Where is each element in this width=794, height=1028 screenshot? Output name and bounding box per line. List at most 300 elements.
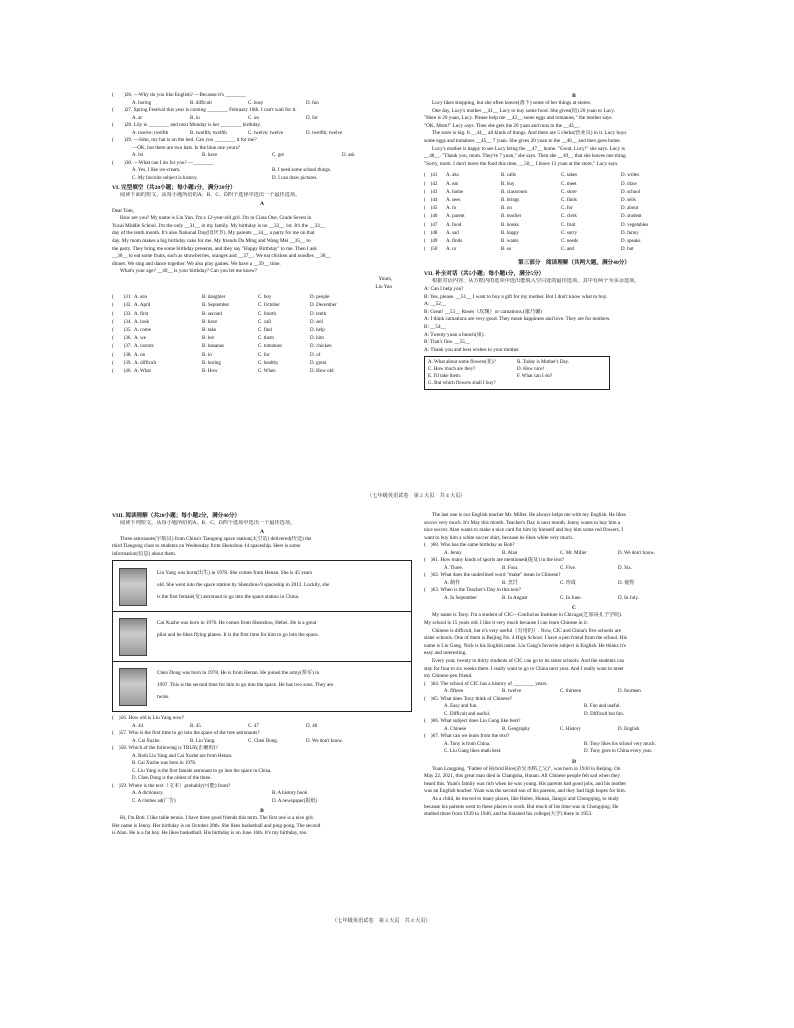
- question-60-option: D. We don't know.: [618, 550, 655, 556]
- cloze-row: [112, 335, 412, 343]
- passage-c-line: My name is Tony. I'm a student of CIC—Confucius Institute in Chicago(芝加哥孔子学院).: [432, 612, 623, 619]
- question-63-option: A. In September: [444, 595, 477, 601]
- question-30-options-item: B. I need some school things.: [272, 168, 332, 174]
- cloze-row: [112, 352, 412, 360]
- cloze-cell: D. help: [310, 327, 325, 333]
- question-61-option: A. Three.: [444, 565, 463, 571]
- cloze-cell: ( )42: [424, 181, 438, 187]
- cloze-cell: D. chicken: [310, 344, 332, 350]
- astronaut-line: old. She went into the space station by Shenzhou-9 spaceship in 2012. Luckily, she: [157, 582, 330, 589]
- passage-d-line: heard this. Yuan's family was rich when he was young. His parents had good jobs, and his mother: [424, 780, 627, 787]
- question-29-options-item: D. ask: [342, 153, 355, 159]
- letter-line: Yucai Middle School. I'm the only __31__ in my family. My birthday is on __32__ 1st. It's the __33__: [112, 222, 325, 229]
- box-option: G. But which flowers shall I buy?: [428, 381, 496, 387]
- astronaut-line: is the first female(女) astronaut to go into the space station in China.: [157, 594, 300, 601]
- question-63-option: C. In June.: [560, 595, 582, 601]
- question-61-options: [424, 565, 724, 572]
- passage-c-line: Chinese is difficult, but it's very useful（有用的）. Now, CIC and China's five schools are: [432, 627, 622, 634]
- options-box: [424, 356, 610, 390]
- cloze-cell: A. difficult: [134, 360, 157, 366]
- passage-c-title: C: [571, 605, 577, 612]
- astronaut-table: [112, 560, 412, 712]
- passage-d-title: D: [571, 758, 577, 765]
- cloze-row: [424, 172, 724, 180]
- passage-c-line: Every year, twenty to thirty students of CIC can go to its sister schools. And the students can: [432, 657, 625, 664]
- cloze-cell: A. eat: [446, 181, 458, 187]
- cloze-cell: D. How old: [310, 368, 334, 374]
- cloze-row: [112, 311, 412, 319]
- cloze-cell: A. on: [134, 352, 146, 358]
- cloze-cell: D. but: [621, 247, 634, 253]
- passage-b-line: "Sorry, mom. I don't leave the food this time, __50__ I leave 13 yuan at the store," Lucy says.: [424, 160, 619, 167]
- passage-b-line: One day, Lucy's mother __41__ Lucy to buy some food. She gives(给) 20 yuan to Lucy.: [432, 107, 615, 114]
- cloze-cell: A. aks: [446, 173, 459, 179]
- cloze-cell: D. people: [310, 295, 330, 301]
- cloze-cell: A. carrots: [134, 344, 154, 350]
- passage-b-line: Hi, I'm Bob. I like table tennis. I have three good friends this term. The first one is a nice girl.: [120, 815, 315, 821]
- question-30-options-item: A. Yes, I like ice-cream.: [132, 168, 181, 174]
- cloze-cell: ( )38.: [112, 352, 132, 358]
- cloze-cell: B. in: [202, 352, 212, 358]
- cloze-cell: ( )41: [424, 173, 438, 179]
- passage-b-title: B: [260, 808, 264, 814]
- astronaut-line: Liu Yang was born(出生) in 1978. She comes from Henan. She is 45 years: [157, 570, 313, 577]
- cloze-cell: B. daughter: [202, 295, 226, 301]
- cloze-cell: C. takes: [561, 173, 578, 179]
- question-56-option: D. 48: [306, 723, 318, 729]
- passage-d-line: was an English teacher. Yuan was the second son of his parents, and they had high hopes for him.: [424, 788, 626, 795]
- cloze-cell: C. store: [561, 189, 577, 195]
- astronaut-row: [113, 561, 411, 612]
- question-61-option: C. Five.: [560, 565, 576, 571]
- cloze-cell: C. needs: [561, 238, 579, 244]
- question-59-options-item: B. A history book: [272, 791, 308, 797]
- cloze-cell: ( )46: [424, 214, 438, 220]
- question-28-option: C. twelve; twelve: [248, 130, 284, 136]
- question-63-option: D. In July.: [618, 595, 639, 601]
- cloze-cell: C. fourth: [258, 311, 277, 317]
- letter-line: day of the tenth month. It's also National Day(国庆节). My parents __34__ a party for me on that: [112, 230, 315, 237]
- question-27-options: [112, 115, 412, 122]
- passage-b-line: The last one is our English teacher Mr. Miller. He always helps me with my English. He likes: [432, 512, 626, 518]
- question-56-stem: ( )56. How old is Liu Yang now?: [112, 715, 185, 722]
- passage-c-line: name is Liu Gang. Nick is his English name. Liu Gang's favorite subject is English. He thinks it's: [424, 642, 626, 649]
- dialog-line: A: Can I help you?: [424, 285, 464, 292]
- astronaut-photo: [119, 668, 147, 706]
- cloze-cell: C. for: [258, 352, 270, 358]
- question-60-options: [424, 550, 724, 557]
- question-65-options-item: C. Difficult and useful.: [444, 711, 491, 717]
- cloze-cell: ( )48: [424, 230, 438, 236]
- exam-page-2: [112, 92, 737, 502]
- passage-c-line: sister schools. One of them is Beijing No. 4 High School. I have a pen friend from the school. His: [424, 635, 627, 642]
- cloze-row: [424, 189, 724, 197]
- letter-sign-yours: Yours,: [378, 275, 392, 282]
- question-67-options-item: A. Tony is from China.: [444, 741, 491, 747]
- question-57-option: C. Chen Dong.: [248, 738, 278, 744]
- cloze-cell: C. meet: [561, 181, 577, 187]
- letter-line: How are you? My name is Liu Yun. I'm a 12-year-old girl. I'm in Class One, Grade Seven in: [120, 215, 312, 222]
- cloze-cell: B. bananas: [202, 344, 224, 350]
- cloze-cell: D. funny: [621, 230, 639, 236]
- passage-b-line: __48__. "Thank you, mom. They're 7 yuan," she says. Then she __49__ that she leaves one thing.: [424, 153, 627, 160]
- question-26-option: D. fun: [306, 100, 319, 106]
- astronaut-photo: [119, 618, 147, 656]
- astronaut-row: [113, 661, 411, 711]
- question-57-option: D. We don't know.: [306, 738, 343, 744]
- cloze-cell: B. buy: [501, 181, 515, 187]
- passage-b-line: nice soccer. Alan wants to make a nice card for him by himself and buy him some red flowers. I: [424, 527, 623, 534]
- cloze-cell: A. food: [446, 222, 462, 228]
- passage-b-line: "OK, Mom!" Lucy says. Then she gets the 20 yuan and runs to the __43__.: [424, 122, 581, 129]
- cloze-row: [424, 222, 724, 230]
- dialog-line: A: __52__: [424, 301, 447, 308]
- cloze-cell: D. of: [310, 352, 321, 358]
- box-option: [517, 380, 606, 387]
- cloze-cell: ( )50: [424, 247, 438, 253]
- cloze-options-41-50: [424, 172, 724, 254]
- question-64-option: C. thirteen: [560, 689, 582, 695]
- question-30-options-item: C. My favorite subject is history.: [132, 175, 198, 181]
- cloze-cell: D. him: [310, 336, 324, 342]
- astronaut-line: Cai Xuzhe was born in 1976. He comes from Shenzhou, Hebei. He is a great: [157, 620, 317, 627]
- question-67-options-item: B. Tony likes his school very much.: [584, 741, 656, 747]
- cloze-row: [424, 238, 724, 246]
- question-64-option: D. fourteen: [618, 689, 641, 695]
- dialog-line: B: That's fine. __55__: [424, 339, 471, 346]
- question-28-option: A. twelve; twelfth: [132, 130, 169, 136]
- question-66-option: D. English: [618, 726, 640, 732]
- question-60-option: B. Alan: [502, 550, 518, 556]
- section-6-instructions: 阅读下面的短文，从每小题所给的A、B、C、D四个选择中选出一个最佳选项。: [120, 192, 301, 198]
- cloze-cell: D. great: [310, 360, 327, 366]
- cloze-row: [424, 181, 724, 189]
- question-62-option: B. 烹饪: [502, 580, 518, 586]
- question-30-options: [112, 167, 412, 182]
- cloze-cell: ( )47: [424, 222, 438, 228]
- question-28-option: D. twelfth; twelve: [306, 130, 343, 136]
- passage-b-line: Her name is Jenny. Her birthday is on October 28th. She likes basketball and ping-pong. The second: [112, 822, 321, 829]
- question-57-option: B. Liu Yang.: [190, 738, 216, 744]
- question-27-option: A. at: [132, 115, 142, 121]
- astronaut-row: [113, 611, 411, 662]
- question-65-options-item: D. Difficult but fun.: [584, 711, 625, 717]
- question-27-option: C. on: [248, 115, 259, 121]
- passage-b-line: soccer very much. It's May this month. Teacher's Day is next month. Jenny wants to buy him a: [424, 519, 621, 526]
- cloze-cell: A. first: [134, 311, 149, 317]
- cloze-cell: A. parent: [446, 214, 465, 220]
- cloze-cell: A. in: [446, 206, 456, 212]
- cloze-cell: A. finds: [446, 238, 463, 244]
- question-58-options-item: A. Both Liu Yang and Cai Xuzhe are from Henan.: [132, 753, 233, 759]
- question-56-option: B. 45: [190, 723, 201, 729]
- passage-a-title: A: [259, 528, 265, 535]
- question-28-option: B. twelfth; twelfth: [190, 130, 227, 136]
- box-option: C. How much are they?: [428, 367, 476, 373]
- question-28-options: [112, 130, 412, 137]
- intro-line: third Tiangong class to students on Wednesday from Shenzhou-14 spaceship. Here is some: [112, 543, 301, 550]
- cloze-cell: C. clerk: [561, 214, 577, 220]
- cloze-cell: ( )32.: [112, 303, 132, 309]
- cloze-cell: D. writes: [621, 173, 640, 179]
- cloze-cell: C. sorry: [561, 230, 578, 236]
- letter-line: day. My mom makes a big birthday cake for me. My friends Da Ming and Wang Mei __35__ to: [112, 237, 311, 244]
- question-58-options: [112, 753, 412, 783]
- cloze-cell: C. and: [561, 247, 575, 253]
- question-67-options-item: C. Liu Gang likes math best.: [444, 749, 502, 755]
- question-61-option: B. Four.: [502, 565, 519, 571]
- cloze-row: [424, 230, 724, 238]
- cloze-cell: ( )40.: [112, 368, 132, 374]
- astronaut-photo: [119, 568, 147, 606]
- cloze-cell: B. teacher: [501, 214, 522, 220]
- passage-b-line: want to buy him a white soccer shirt, because he likes white very much.: [424, 534, 574, 541]
- question-63-options: [424, 595, 724, 602]
- cloze-cell: B. happy: [501, 230, 520, 236]
- question-27-option: B. in: [190, 115, 200, 121]
- question-67-options-item: D. Tony goes to China every year.: [584, 749, 653, 755]
- cloze-cell: C. When: [258, 368, 276, 374]
- question-60-option: A. Jenny: [444, 550, 462, 556]
- question-65-options-item: B. Fun and useful.: [584, 704, 621, 710]
- question-29-reply: —OK, but there are two hats. Is the blue one yours?: [132, 144, 241, 151]
- options-box-grid: [428, 359, 606, 387]
- question-66-options: [424, 726, 724, 733]
- cloze-cell: C. boy: [258, 295, 272, 301]
- cloze-cell: A. son: [134, 295, 148, 301]
- cloze-cell: D. tenth: [310, 311, 327, 317]
- section-8-instructions: 阅读下列短文，从每小题所给的A、B、C、D四个选项中选出一个最佳选项。: [120, 520, 296, 526]
- cloze-cell: B. take: [202, 327, 217, 333]
- question-59-options: [112, 790, 412, 805]
- letter-line: Dear Tom,: [112, 207, 135, 214]
- question-56-option: A. 44: [132, 723, 144, 729]
- question-60-option: C. Mr. Miller: [560, 550, 587, 556]
- cloze-cell: D. vegetables: [621, 222, 649, 228]
- cloze-cell: ( )31.: [112, 295, 132, 301]
- cloze-cell: C. them: [258, 336, 274, 342]
- passage-b-line: "Here is 20 yuan, Lucy. Please help me __42__ some eggs and tomatoes," the mother says.: [424, 115, 613, 122]
- question-56-options: [112, 723, 412, 730]
- cloze-cell: ( )45: [424, 206, 438, 212]
- astronaut-text: [157, 617, 407, 641]
- question-64-option: B. twelve: [502, 689, 522, 695]
- question-63-stem: ( )63. When is the Teacher's Day in this text?: [424, 587, 522, 594]
- question-57-options: [112, 738, 412, 745]
- question-62-option: A. 制作: [444, 580, 461, 586]
- passage-b-line: some eggs and tomatoes __45__ 7 yuan. She gives 20 yuan to the __46__ and then goes home.: [424, 137, 621, 144]
- cloze-cell: A. What: [134, 368, 151, 374]
- question-67-options: [424, 741, 724, 756]
- question-66-option: C. History: [560, 726, 581, 732]
- dialog-line: A: I think carnations are very good. They mean happiness and love. They are for mothers.: [424, 316, 611, 323]
- question-26-option: B. difficult: [190, 100, 212, 106]
- passage-b-line: Lucy's mother is happy to see Lucy bring the __47__ home. "Great, Lucy!" she says. Lucy is: [432, 145, 625, 152]
- passage-d-line: because his parents went to these places to work. But much of his time was in Chongqing. He: [424, 803, 619, 810]
- passage-b-title: B: [572, 93, 576, 99]
- question-29-options-item: B. have: [202, 153, 218, 159]
- question-58-options-item: C. Liu Yang is the first famale astronaut to go into the space in China.: [132, 768, 272, 774]
- cloze-cell: ( )34.: [112, 319, 132, 325]
- astronaut-line: 1997. This is the second time for him to go into the space. He has two sons. They are: [157, 682, 334, 689]
- exam-page-3: [112, 512, 737, 927]
- question-62-option: C. 形成: [560, 580, 576, 586]
- page2-left-column: [112, 92, 412, 376]
- cloze-cell: D. student: [621, 214, 642, 220]
- question-29-options: [112, 152, 412, 159]
- question-62-stem: ( )62. What does the underlined word "make" mean in Chinese?: [424, 572, 561, 579]
- cloze-cell: B. September: [202, 303, 230, 309]
- cloze-cell: ( )43: [424, 189, 438, 195]
- cloze-cell: D. school: [621, 189, 641, 195]
- page2-footer: （七年级英语试卷 第 2 大页 共 4 大页）: [367, 493, 466, 499]
- cloze-cell: D. about: [621, 206, 639, 212]
- question-59-options-item: D. A newspaper(报纸): [272, 798, 318, 804]
- letter-line: the party. They bring me some birthday presents, and they say "Happy Birthday" to me. Then I ask: [112, 245, 317, 252]
- cloze-cell: B. How: [202, 368, 218, 374]
- letter-line: dinner. We sing and dance together. We also play games. We have a __39__ time.: [112, 260, 281, 267]
- section-7-heading: VII. 补全对话（共5小题；每小题1分，满分5分）: [424, 271, 545, 278]
- cloze-row: [112, 302, 412, 310]
- cloze-row: [112, 368, 412, 376]
- question-27-stem: ( )27. Spring Festival this year is coming ________ February 10th. I can't wait for it.: [112, 107, 297, 113]
- cloze-cell: B. brings: [501, 197, 520, 203]
- question-56-option: C. 47: [248, 723, 259, 729]
- part-3-heading: 第三部分 阅读理解（共两大题，满分40分）: [518, 260, 630, 267]
- cloze-cell: B. second: [202, 311, 222, 317]
- question-65-stem: ( )65. What does Tony think of Chinese?: [424, 695, 513, 702]
- question-26-option: A. boring: [132, 100, 152, 106]
- question-62-options: [424, 580, 724, 587]
- cloze-cell: D. draw: [621, 181, 638, 187]
- question-28-stem: ( )28. Lily is ________ and next Monday is her ________ birthday.: [112, 122, 261, 128]
- cloze-cell: C. call: [258, 319, 272, 325]
- box-option: A. What about some flowers(花)?: [428, 360, 496, 366]
- cloze-cell: C. healthy: [258, 360, 279, 366]
- cloze-cell: B. boring: [202, 360, 221, 366]
- cloze-cell: B. calls: [501, 173, 516, 179]
- letter-line: __36__ to eat some fruits, such as strawberries, oranges and __37__. We eat chicken and noodles __38__: [112, 253, 331, 260]
- question-64-stem: ( )64. The school of CIC has a history of ________ years.: [424, 680, 548, 687]
- passage-c-line: My school is 15 years old. I like it very much because I can learn Chinese in it.: [424, 619, 589, 626]
- cloze-row: [112, 327, 412, 335]
- cloze-row: [112, 319, 412, 327]
- page2-right-column: [424, 92, 724, 390]
- passage-b-line: is Alan. He is a fat boy. He likes basketball. His birthday is on June 16th. It's my birthday, too.: [112, 830, 308, 837]
- passage-c-line: stay for four to six weeks there. I really want to go to China next year. And I really want to meet: [424, 665, 624, 672]
- question-63-option: B. In August: [502, 595, 528, 601]
- question-58-options-item: B. Cai Xuzhe was born in 1978.: [132, 761, 197, 767]
- question-59-options-item: A. A dictionary.: [132, 791, 164, 797]
- astronaut-line: twins.: [157, 694, 170, 701]
- cloze-row: [424, 205, 724, 213]
- passage-a-title: A: [259, 200, 265, 207]
- passage-c-line: easy and interesting.: [424, 650, 467, 657]
- intro-line: information(信息) about them.: [112, 550, 177, 557]
- cloze-row: [424, 197, 724, 205]
- cloze-cell: D. sell: [310, 319, 324, 325]
- dialog-line: B: __54__: [424, 323, 446, 330]
- dialog-line: A: Twenty yuan a bunch(束).: [424, 331, 485, 338]
- question-29-stem: ( )29. —John, my hat is on the bed. Can you ________ it for me?: [112, 137, 257, 143]
- question-58-stem: ( )58. Which of the following is TRUE(正确的)?: [112, 745, 218, 752]
- cloze-cell: A. home: [446, 189, 464, 195]
- cloze-cell: C. finds: [561, 197, 577, 203]
- cloze-cell: D. speaks: [621, 238, 641, 244]
- question-66-stem: ( )66. What subject does Liu Gang like best?: [424, 718, 521, 725]
- question-30-options-item: D. I can draw pictures.: [272, 175, 318, 181]
- cloze-cell: C. tomatoes: [258, 344, 282, 350]
- cloze-row: [112, 294, 412, 302]
- cloze-cell: C. fruit: [561, 222, 576, 228]
- astronaut-text: [157, 667, 407, 703]
- cloze-cell: ( )39.: [112, 360, 132, 366]
- cloze-cell: A. we: [134, 336, 146, 342]
- question-66-option: A. Chinese: [444, 726, 467, 732]
- section-8-heading: VIII. 阅读理解（共20小题；每小题2分，满分40分）: [112, 513, 241, 519]
- cloze-row: [112, 343, 412, 351]
- cloze-options-31-40: [112, 294, 412, 376]
- question-65-options: [424, 703, 724, 718]
- cloze-cell: A. or: [446, 247, 457, 253]
- intro-line: Three astronauts(宇航员) from China's Tiangong space station(太空站) delivered(传送) the: [120, 535, 312, 542]
- box-option: F. What can I do?: [517, 374, 553, 380]
- cloze-cell: ( )44: [424, 197, 438, 203]
- cloze-cell: A. come: [134, 327, 151, 333]
- page3-footer: （七年级英语试卷 第 3 大页 共 4 大页）: [332, 918, 431, 924]
- question-66-option: B. Geography: [502, 726, 531, 732]
- question-57-option: A. Cai Xuzhe.: [132, 738, 161, 744]
- cloze-cell: B. classroom: [501, 189, 528, 195]
- question-62-option: D. 使得: [618, 580, 635, 586]
- question-27-option: D. for: [306, 115, 318, 121]
- question-57-stem: ( )57. Who is the first time to go into the space of the tree astronauts?: [112, 730, 260, 737]
- page3-left-column: [112, 512, 412, 838]
- section-6-heading: VI. 完型填空（共20小题；每小题1分，满分20分）: [112, 185, 236, 191]
- question-64-options: [424, 688, 724, 695]
- passage-c-line: my Chinese pen friend.: [424, 673, 473, 680]
- box-option: E. I'll take them.: [428, 374, 461, 380]
- cloze-cell: B. on: [501, 206, 512, 212]
- box-option: D. How nice!: [517, 367, 545, 373]
- cloze-cell: B. her: [202, 336, 215, 342]
- astronaut-line: pilot and he likes flying planes. It is the first time for him to go into the space.: [157, 632, 319, 639]
- passage-d-line: Yuan Longping, "Father of Hybrid Rice(杂交水稻之父)", was born in 1930 in Beijing. On: [432, 765, 621, 772]
- question-60-stem: ( )60. Who has the same birthday as Bob?: [424, 542, 515, 549]
- passage-b-line: Lucy likes shopping, but she often leaves(落下) some of her things at stores.: [432, 100, 592, 106]
- dialog-line: A: Thank you and best wishes to your mother.: [424, 346, 520, 353]
- cloze-row: [424, 246, 724, 254]
- cloze-cell: C. find: [258, 327, 272, 333]
- question-61-option: D. Six.: [618, 565, 633, 571]
- cloze-cell: B. so: [501, 247, 512, 253]
- box-option: B. Today is Mother's Day.: [517, 360, 570, 366]
- cloze-cell: B. have: [202, 319, 218, 325]
- question-58-options-item: D. Chen Dong is the oldest of the three.: [132, 776, 212, 782]
- question-67-stem: ( )67. What can we learn from the text?: [424, 733, 510, 740]
- cloze-row: [112, 360, 412, 368]
- passage-d-line: May 22, 2021, this great man died in Changsha, Hunan. All Chinese people felt sad when they: [424, 773, 620, 780]
- passage-b-line: The store is big. It __44__ all kinds of things. And there are 5 clerks(营业员) in it. Lucy buys: [432, 130, 627, 137]
- passage-d-line: studied there from 1939 to 1946, and he finished his college(大学) there in 1953.: [424, 811, 593, 818]
- dialog-line: B: Great! __53__ Roses（玫瑰）or carnations.(康乃馨): [424, 308, 542, 315]
- dialog-line: B: Yes, please. __51__ I want to buy a gift for my mother. But I don't know what to buy.: [424, 293, 608, 300]
- cloze-cell: A. April: [134, 303, 151, 309]
- question-26-stem: ( )26. —Why do you like English? —Because it's ________: [112, 92, 246, 98]
- cloze-cell: ( )35.: [112, 327, 132, 333]
- cloze-cell: A. look: [134, 319, 149, 325]
- cloze-cell: B. wants: [501, 238, 519, 244]
